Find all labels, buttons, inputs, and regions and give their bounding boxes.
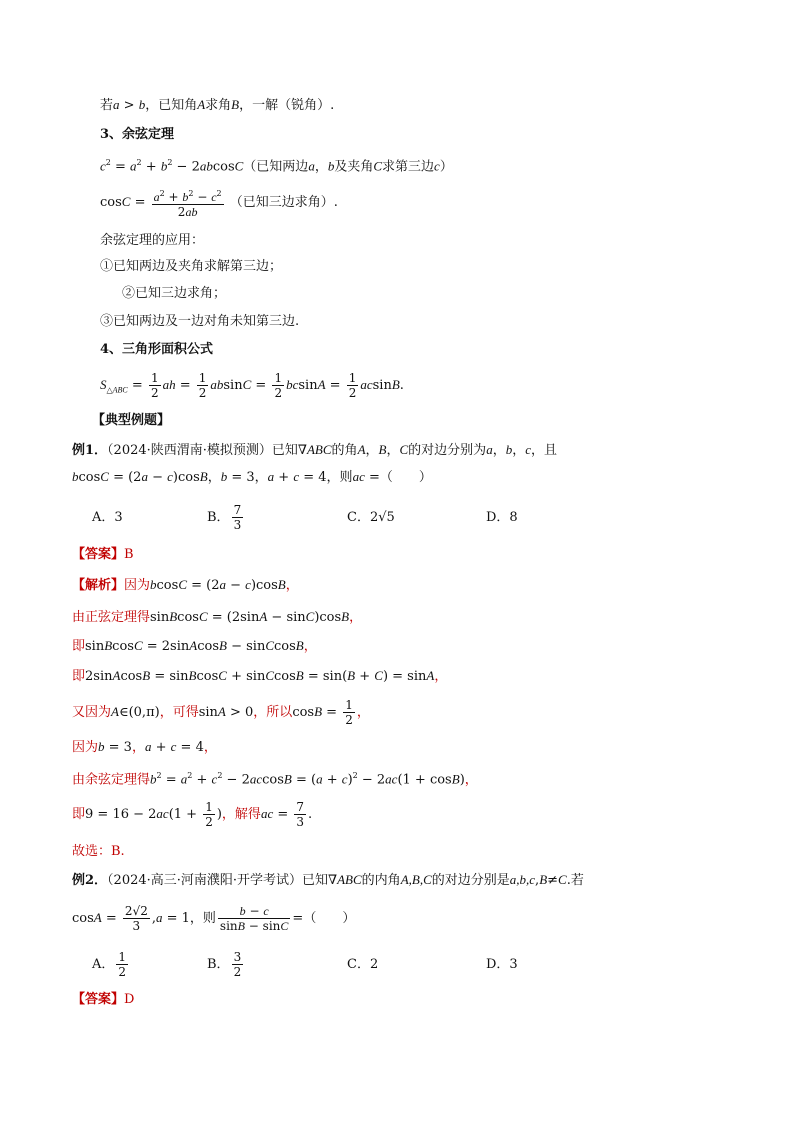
solution-step: 由正弦定理得sinBcosC = (2sinA − sinC)cosB， <box>72 609 363 625</box>
solution-step: 由余弦定理得$b^2 = a^2 + c^2 - 2accosB = (a + c)^2 - 2ac(1 + \cos B)$， <box>72 771 478 788</box>
option-c: C．2 <box>347 957 379 972</box>
example-stem: bcosC = (2a − c)cosB，b = 3，a + c = 4，则ac =（ ） <box>72 469 432 485</box>
solution-step: 即2sinAcosB = sinBcosC + sinCcosB = sin(B + C) = sinA， <box>72 668 448 684</box>
list-item: ②已知三边求角； <box>122 286 227 301</box>
section-heading: 4、三角形面积公式 <box>100 342 214 357</box>
list-item: ③已知两边及一边对角未知第三边. <box>100 314 300 329</box>
option-a: A． $\frac{1}{2}$ <box>92 950 127 979</box>
solution-step: 即sinBcosC = 2sinAcosB − sinCcosB， <box>72 638 317 654</box>
answer: 【答案】D <box>72 992 135 1007</box>
text-line: 若a > b，已知角A求角B，一解（锐角）. <box>100 97 335 113</box>
formula-line: $S_{\triangle ABC}$ = $\frac{1}{2}$ ah = $\frac{1}{2}$ absinC = $\frac{1}{2}$ bcsinA = $\frac{1}{2}$ acsinB. <box>100 371 404 400</box>
option-b: B． $\frac{7}{3}$ <box>207 503 242 532</box>
option-d: D．8 <box>486 510 518 525</box>
formula-line: $c^2 = a^2 + b^2 - 2abcosC$（已知两边a，b及夹角C求第三边c） <box>100 158 453 175</box>
option-b: B． $\frac{3}{2}$ <box>207 950 242 979</box>
answer: 【答案】B <box>72 547 134 562</box>
option-d: D．3 <box>486 957 518 972</box>
fraction: $\frac{a^2 + b^2 - c^2}{2ab}$ <box>153 188 222 219</box>
solution-step: 又因为A∈(0,π)，可得sinA > 0，所以cosB = $\frac{1}{2}$ ， <box>72 698 370 727</box>
section-heading: 【典型例题】 <box>92 413 171 428</box>
solution-step: 【解析】因为bcosC = (2a − c)cosB， <box>72 577 299 593</box>
example-stem: cosA = $\frac{2√2}{3}$ ,a = 1，则 $\frac{b - c}{\sin B - \sin C}$ =（ ） <box>72 904 356 933</box>
solution-step: 因为b = 3，a + c = 4， <box>72 739 217 755</box>
example-stem: 例1．（2024·陕西渭南·模拟预测）已知∇ABC的角A，B，C的对边分别为a，b，c，且 <box>72 442 558 458</box>
solution-conclusion: 故选：B. <box>72 844 125 859</box>
option-a: A．3 <box>92 510 123 525</box>
solution-step: 即9 = 16 − 2ac(1 + $\frac{1}{2}$ )，解得ac = $\frac{7}{3}$ . <box>72 800 313 829</box>
text-line: 余弦定理的应用： <box>100 233 205 248</box>
example-stem: 例2．（2024·高三·河南濮阳·开学考试）已知∇ABC的内角A,B,C的对边分别是a,b,c,B≠C.若 <box>72 872 584 888</box>
list-item: ①已知两边及夹角求解第三边； <box>100 259 283 274</box>
section-heading: 3、余弦定理 <box>100 127 175 142</box>
option-c: C．2√5 <box>347 510 395 525</box>
formula-line: cosC = $\frac{a^2 + b^2 - c^2}{2ab}$ （已知三边求角）. <box>100 188 338 219</box>
